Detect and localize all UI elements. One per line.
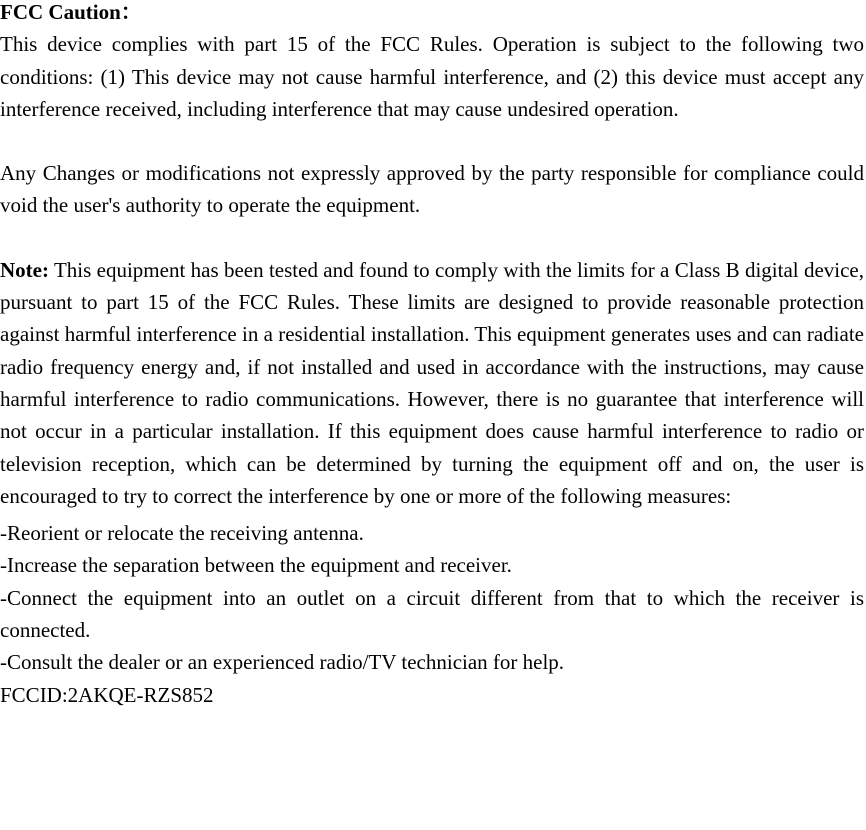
measure-item: -Consult the dealer or an experienced radio/TV technician for help.: [0, 650, 565, 675]
measure-item: -Increase the separation between the equipment and receiver.: [0, 553, 512, 578]
changes-paragraph: Any Changes or modifications not expressly approved by the party responsible for compliance could void the user's authority to operate the equipment.: [0, 161, 864, 218]
compliance-paragraph: This device complies with part 15 of the FCC Rules. Operation is subject to the following two conditions: (1) This device may not cause harmful interference, and (2) this device must accept any interference received, including interference that may cause undesired operation.: [0, 32, 864, 121]
note-label: Note:: [0, 257, 49, 282]
note-text: This equipment has been tested and found to comply with the limits for a Class B digital device, pursuant to part 15 of the FCC Rules. These limits are designed to provide reasonable protection against harmful interference in a residential installation. This equipment generates uses and can radiate radio frequency energy and, if not installed and used in accordance with the instructions, may cause harmful interference to radio communications. However, there is no guarantee that interference will not occur in a particular installation. If this equipment does cause harmful interference to radio or television reception, which can be determined by turning the equipment off and on, the user is encouraged to try to correct the interference by one or more of the following measures:: [0, 257, 864, 508]
note-paragraph: [0, 254, 864, 512]
measure-item: -Reorient or relocate the receiving antenna.: [0, 521, 364, 546]
measures-list: [0, 517, 864, 678]
fcc-id: FCCID:2AKQE-RZS852: [0, 682, 214, 707]
section-title: FCC Caution：: [0, 0, 142, 24]
measure-item: -Connect the equipment into an outlet on a circuit different from that to which the receiver is connected.: [0, 585, 864, 643]
